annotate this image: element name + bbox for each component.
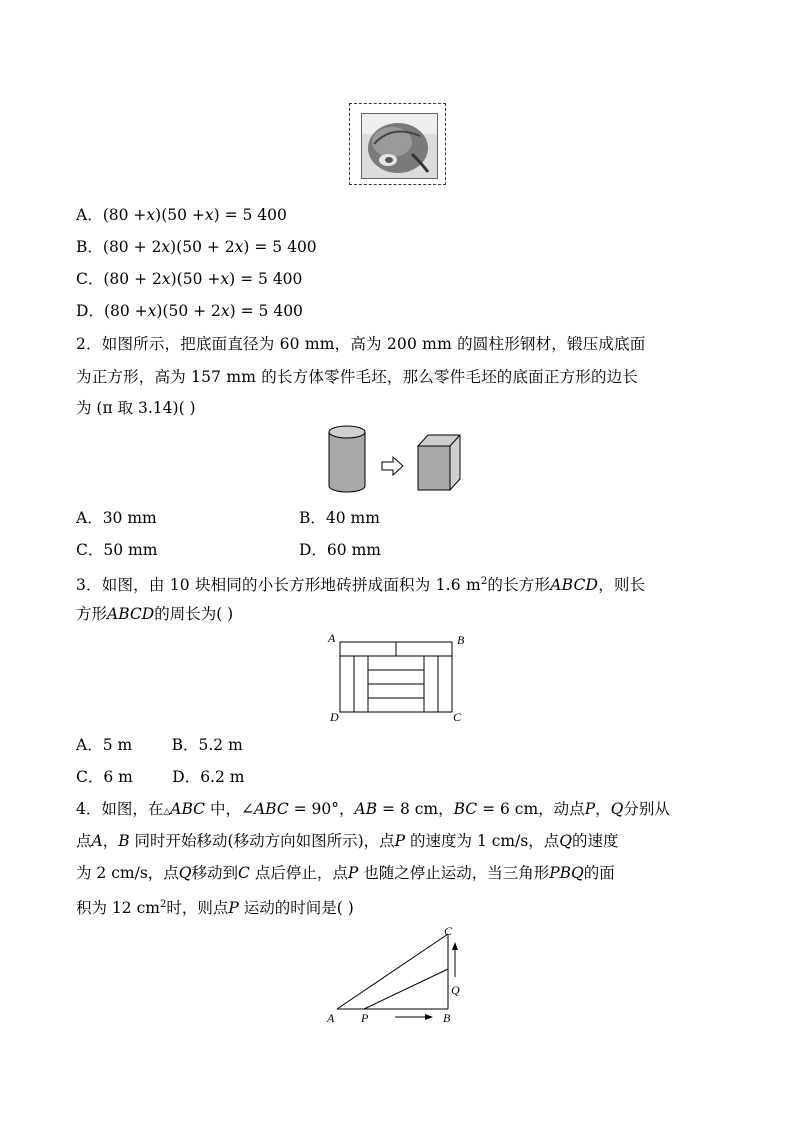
q2-option-a: A．30 mm bbox=[76, 509, 157, 527]
q3-stem-line2: 方形ABCD的周长为( ) bbox=[76, 605, 234, 623]
photo-image bbox=[361, 113, 438, 179]
q2-figure bbox=[325, 424, 465, 500]
q3-figure bbox=[325, 632, 470, 728]
q2-stem-line3: 为 (π 取 3.14)( ) bbox=[76, 399, 196, 417]
q4-stem-line4: 积为 12 $cm^2$时，则点P 运动的时间是( ) bbox=[76, 899, 354, 918]
q3-label-b: B bbox=[457, 633, 465, 647]
q3-label-c: C bbox=[453, 710, 462, 724]
q1-option-d: D．(80 +x)(50 + 2x) = 5 400 bbox=[76, 302, 303, 320]
photo-frame bbox=[349, 103, 446, 185]
q4-stem-line1: 4．如图，在△ABC 中，∠ABC = 90°，AB = 8 cm，BC = 6 cm，动点P，Q分别从 bbox=[76, 800, 670, 818]
q2-stem-line1: 2．如图所示，把底面直径为 60 mm，高为 200 mm 的圆柱形钢材，锻压成底面 bbox=[76, 335, 646, 353]
q1-option-c: C．(80 + 2x)(50 +x) = 5 400 bbox=[76, 270, 303, 288]
q4-label-p: P bbox=[361, 1011, 369, 1025]
q4-figure bbox=[325, 922, 475, 1032]
q1-option-b: B．(80 + 2x)(50 + 2x) = 5 400 bbox=[76, 238, 317, 256]
q4-stem-line3: 为 2 cm/s，点Q移动到C 点后停止，点P 也随之停止运动，当三角形PBQ的面 bbox=[76, 864, 615, 882]
q3-options-row1: A．5 m B．5.2 m bbox=[76, 736, 243, 754]
q2-option-d: D．60 mm bbox=[299, 541, 381, 559]
q2-stem-line2: 为正方形，高为 157 mm 的长方体零件毛坯，那么零件毛坯的底面正方形的边长 bbox=[76, 368, 639, 386]
q4-stem-line2: 点A，B 同时开始移动(移动方向如图所示)，点P 的速度为 1 cm/s，点Q的速度 bbox=[76, 832, 619, 850]
q4-label-b: B bbox=[443, 1011, 451, 1025]
q3-label-d: D bbox=[330, 710, 339, 724]
q1-option-a: A．(80 +x)(50 +x) = 5 400 bbox=[76, 206, 287, 224]
q3-label-a: A bbox=[328, 632, 336, 645]
q2-option-c: C．50 mm bbox=[76, 541, 158, 559]
q4-label-q: Q bbox=[451, 983, 460, 997]
q4-label-c: C bbox=[444, 924, 453, 938]
q3-stem-line1: 3．如图，由 10 块相同的小长方形地砖拼成面积为 1.6 $m^2$的长方形ABCD，则长 bbox=[76, 576, 646, 595]
q2-option-b: B．40 mm bbox=[299, 509, 380, 527]
q4-label-a: A bbox=[327, 1011, 335, 1025]
q3-options-row2: C．6 m D．6.2 m bbox=[76, 768, 245, 786]
